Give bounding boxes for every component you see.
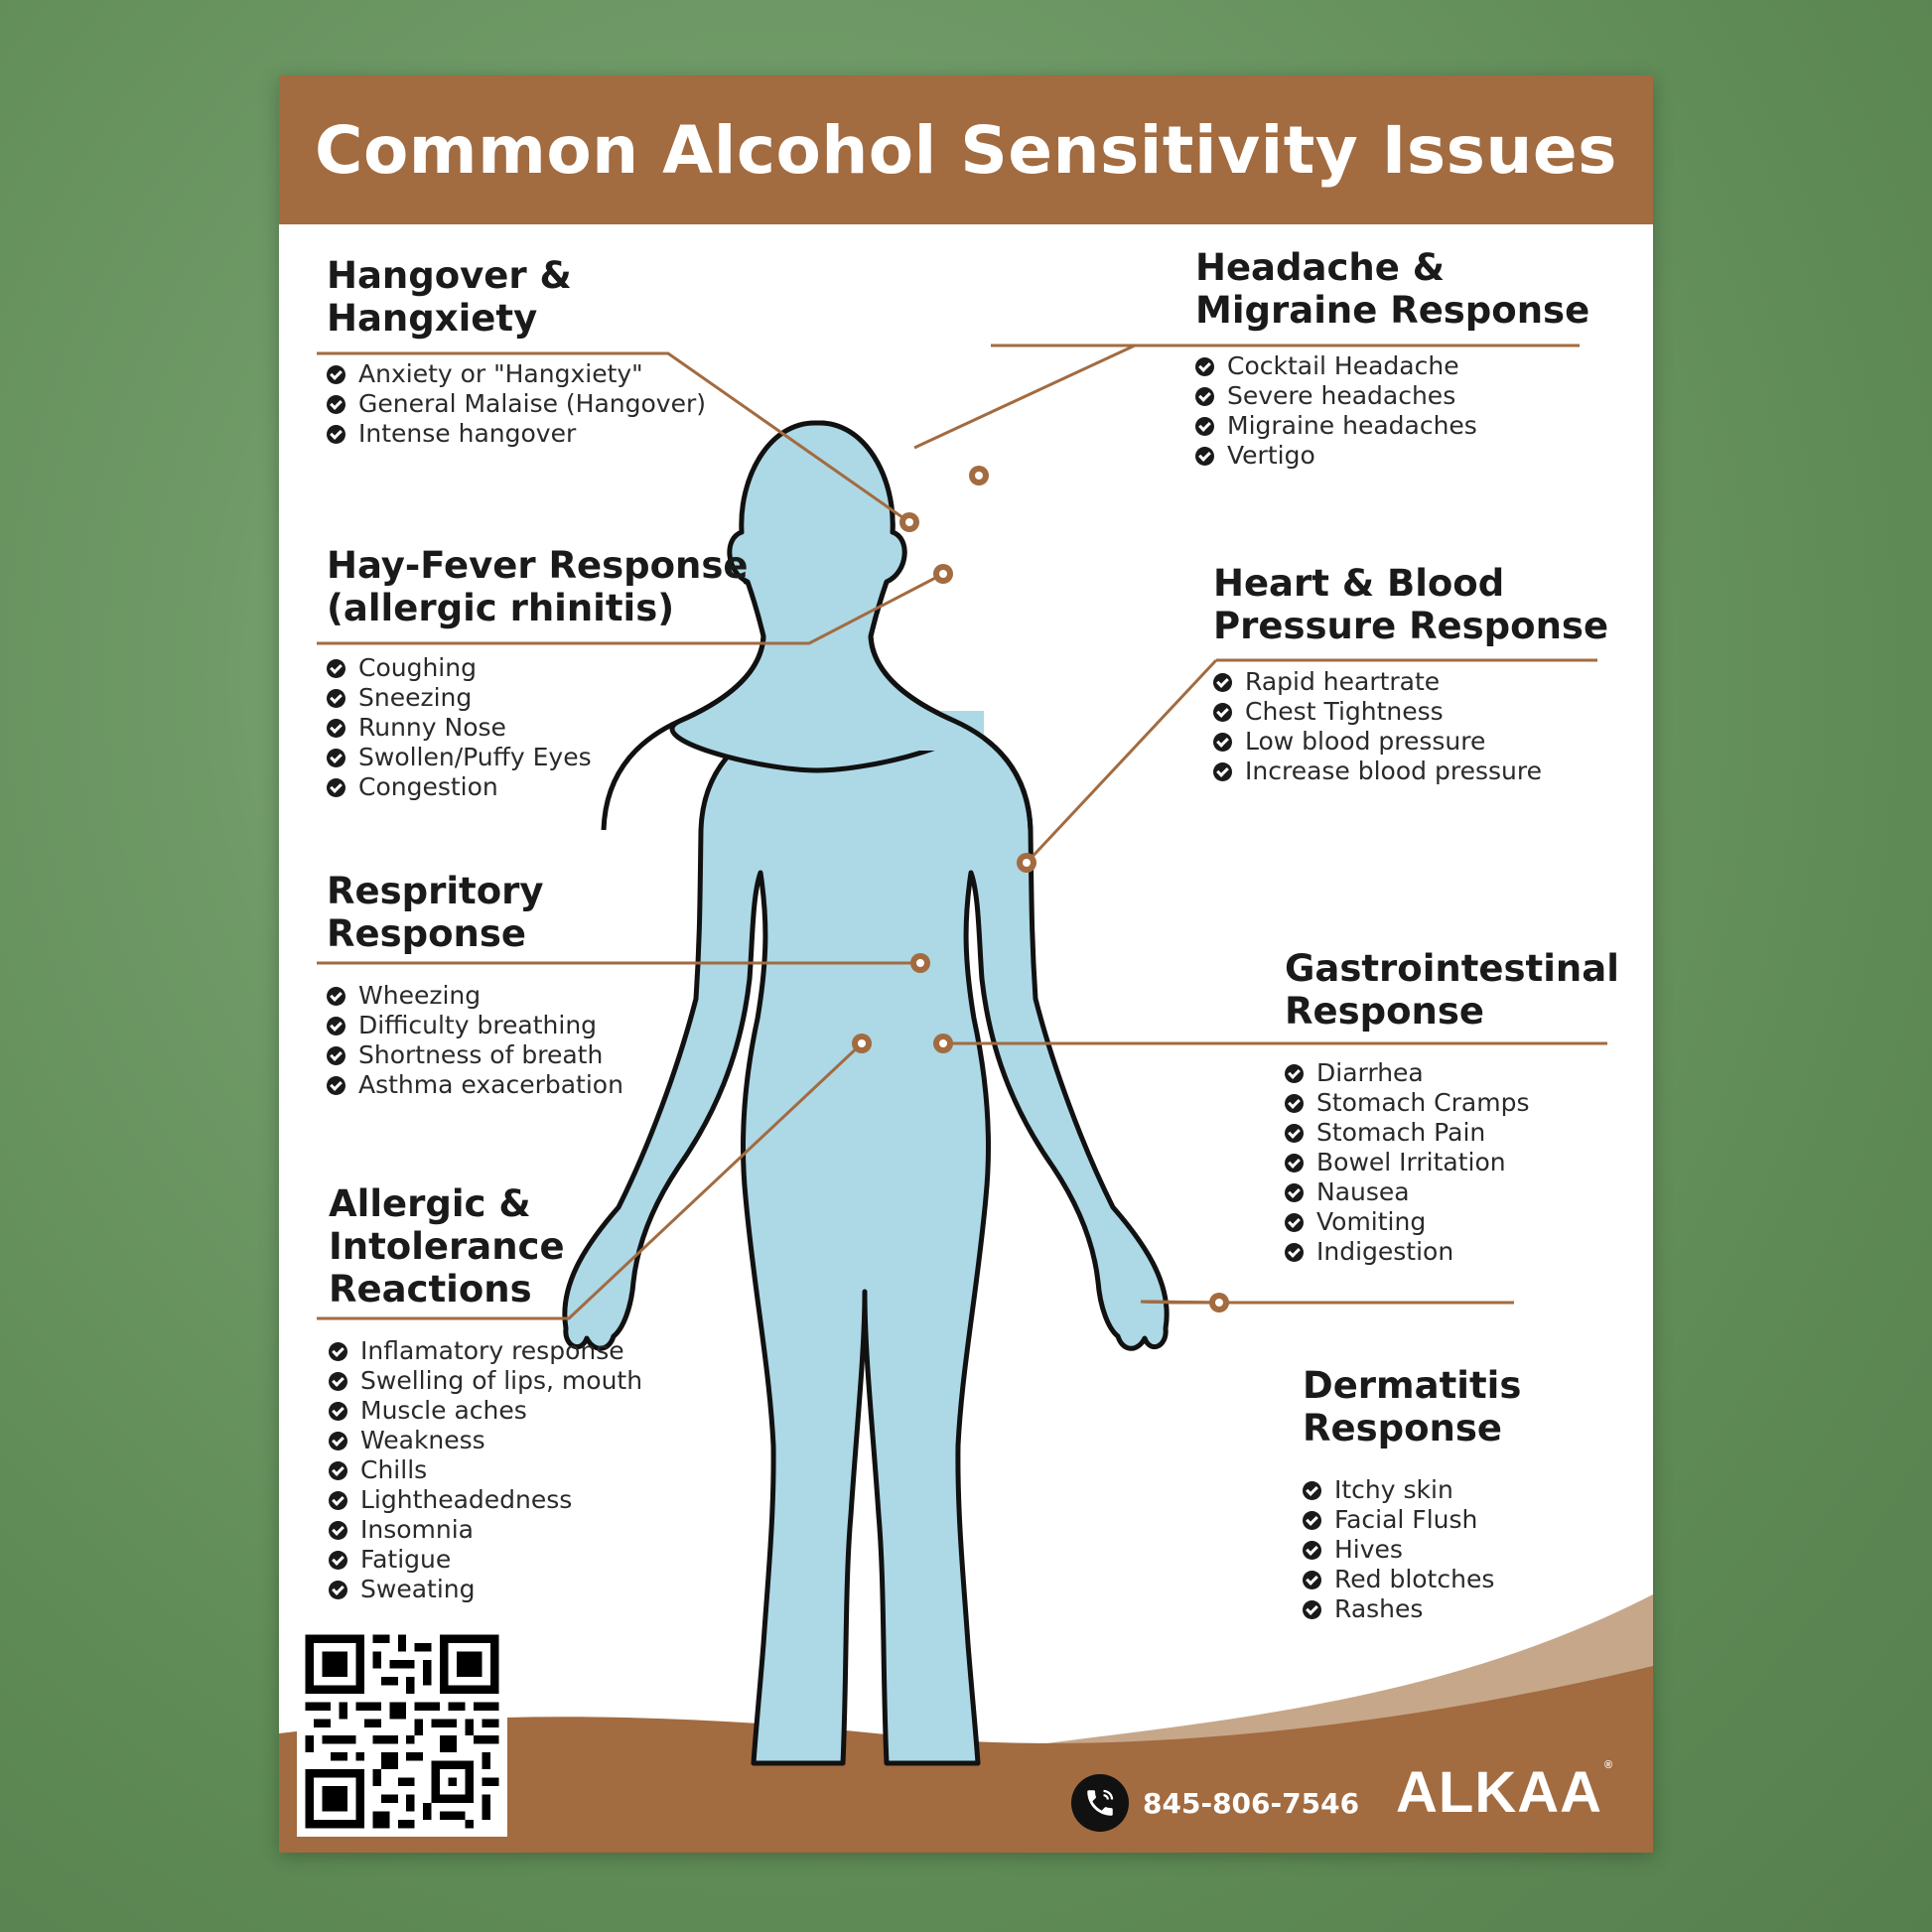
section-dermatitis — [1303, 1364, 1521, 1624]
list-item: Swelling of lips, mouth — [329, 1366, 642, 1396]
dot-nose — [933, 564, 953, 584]
check-icon — [327, 659, 345, 678]
phone-number[interactable]: 845-806-7546 — [1143, 1786, 1360, 1820]
list-item: Indigestion — [1285, 1237, 1619, 1267]
check-icon — [327, 689, 345, 708]
list-item: General Malaise (Hangover) — [327, 389, 706, 419]
list-item: Coughing — [327, 653, 748, 683]
list-item: Diarrhea — [1285, 1058, 1619, 1088]
check-icon — [1285, 1213, 1304, 1232]
section-headache-list — [1195, 351, 1589, 471]
check-icon — [329, 1342, 347, 1361]
list-item: Red blotches — [1303, 1565, 1521, 1594]
list-item: Congestion — [327, 772, 748, 802]
list-item: Stomach Cramps — [1285, 1088, 1619, 1118]
qr-code-icon[interactable] — [297, 1626, 507, 1837]
footer-phone[interactable] — [1071, 1774, 1359, 1832]
list-item: Migraine headaches — [1195, 411, 1589, 441]
list-item: Stomach Pain — [1285, 1118, 1619, 1148]
check-icon — [1303, 1481, 1321, 1500]
check-icon — [1303, 1571, 1321, 1589]
section-dermatitis-list — [1303, 1475, 1521, 1624]
section-gastro-list — [1285, 1058, 1619, 1267]
check-icon — [1285, 1154, 1304, 1173]
section-hangover — [327, 254, 706, 449]
poster-title: Common Alcohol Sensitivity Issues — [315, 111, 1617, 189]
dot-head-side — [899, 512, 919, 532]
list-item: Lightheadedness — [329, 1485, 642, 1515]
check-icon — [1213, 733, 1232, 752]
section-respiratory-title: Respritory Response — [327, 870, 544, 955]
section-respiratory-list — [327, 981, 623, 1100]
check-icon — [1285, 1124, 1304, 1143]
dot-hand — [1209, 1293, 1229, 1312]
list-item: Bowel Irritation — [1285, 1148, 1619, 1177]
check-icon — [1195, 447, 1214, 466]
list-item: Rashes — [1303, 1594, 1521, 1624]
section-allergic-title: Allergic & Intolerance Reactions — [329, 1182, 565, 1311]
list-item: Itchy skin — [1303, 1475, 1521, 1505]
list-item: Inflamatory response — [329, 1336, 642, 1366]
list-item: Sneezing — [327, 683, 748, 713]
dot-head-top — [969, 466, 989, 485]
section-hayfever-title: Hay-Fever Response (allergic rhinitis) — [327, 544, 749, 629]
list-item: Nausea — [1285, 1177, 1619, 1207]
check-icon — [1303, 1511, 1321, 1530]
list-item: Intense hangover — [327, 419, 706, 449]
check-icon — [1195, 387, 1214, 406]
check-icon — [327, 749, 345, 767]
check-icon — [1213, 762, 1232, 781]
section-heart — [1213, 562, 1608, 786]
section-hangover-title: Hangover & Hangxiety — [327, 254, 572, 340]
dot-abdomen — [852, 1034, 872, 1053]
section-hayfever — [327, 544, 748, 802]
check-icon — [329, 1491, 347, 1510]
check-icon — [329, 1461, 347, 1480]
check-icon — [329, 1432, 347, 1450]
check-icon — [1285, 1094, 1304, 1113]
list-item: Wheezing — [327, 981, 623, 1011]
check-icon — [1285, 1064, 1304, 1083]
list-item: Chest Tightness — [1213, 697, 1608, 727]
section-headache — [1195, 246, 1589, 471]
check-icon — [327, 719, 345, 738]
list-item: Increase blood pressure — [1213, 757, 1608, 786]
check-icon — [1285, 1243, 1304, 1262]
list-item: Difficulty breathing — [327, 1011, 623, 1040]
check-icon — [1285, 1183, 1304, 1202]
list-item: Swollen/Puffy Eyes — [327, 743, 748, 772]
dot-lungs — [910, 953, 930, 973]
section-heart-list — [1213, 667, 1608, 786]
check-icon — [1195, 417, 1214, 436]
section-hayfever-list — [327, 653, 748, 802]
brand-logo: ALKAA ® — [1396, 1759, 1614, 1825]
list-item: Runny Nose — [327, 713, 748, 743]
list-item: Asthma exacerbation — [327, 1070, 623, 1100]
list-item: Severe headaches — [1195, 381, 1589, 411]
section-gastro — [1285, 947, 1619, 1267]
list-item: Chills — [329, 1455, 642, 1485]
check-icon — [329, 1581, 347, 1599]
check-icon — [329, 1521, 347, 1540]
section-allergic-list — [329, 1336, 642, 1604]
check-icon — [327, 778, 345, 797]
section-respiratory — [327, 870, 623, 1100]
list-item: Hives — [1303, 1535, 1521, 1565]
check-icon — [327, 395, 345, 414]
list-item: Rapid heartrate — [1213, 667, 1608, 697]
list-item: Sweating — [329, 1575, 642, 1604]
check-icon — [329, 1551, 347, 1570]
poster — [279, 75, 1653, 1853]
list-item: Vertigo — [1195, 441, 1589, 471]
check-icon — [327, 1076, 345, 1095]
check-icon — [329, 1372, 347, 1391]
check-icon — [1213, 673, 1232, 692]
connector-headache — [914, 345, 1135, 448]
list-item: Low blood pressure — [1213, 727, 1608, 757]
section-heart-title: Heart & Blood Pressure Response — [1213, 562, 1609, 647]
connector-heart — [1027, 660, 1216, 863]
list-item: Facial Flush — [1303, 1505, 1521, 1535]
check-icon — [327, 987, 345, 1006]
dot-stomach — [933, 1034, 953, 1053]
check-icon — [327, 1046, 345, 1065]
list-item: Muscle aches — [329, 1396, 642, 1426]
check-icon — [327, 365, 345, 384]
check-icon — [1303, 1541, 1321, 1560]
check-icon — [327, 1017, 345, 1035]
check-icon — [1213, 703, 1232, 722]
list-item: Fatigue — [329, 1545, 642, 1575]
section-gastro-title: Gastrointestinal Response — [1285, 947, 1619, 1033]
list-item: Shortness of breath — [327, 1040, 623, 1070]
dot-chest — [1017, 853, 1036, 873]
list-item: Anxiety or "Hangxiety" — [327, 359, 706, 389]
check-icon — [329, 1402, 347, 1421]
section-hangover-list — [327, 359, 706, 449]
list-item: Cocktail Headache — [1195, 351, 1589, 381]
check-icon — [1195, 357, 1214, 376]
check-icon — [327, 425, 345, 444]
list-item: Vomiting — [1285, 1207, 1619, 1237]
check-icon — [1303, 1600, 1321, 1619]
list-item: Weakness — [329, 1426, 642, 1455]
section-headache-title: Headache & Migraine Response — [1195, 246, 1590, 332]
list-item: Insomnia — [329, 1515, 642, 1545]
section-dermatitis-title: Dermatitis Response — [1303, 1364, 1522, 1449]
section-allergic — [329, 1182, 642, 1604]
phone-icon — [1071, 1774, 1129, 1832]
